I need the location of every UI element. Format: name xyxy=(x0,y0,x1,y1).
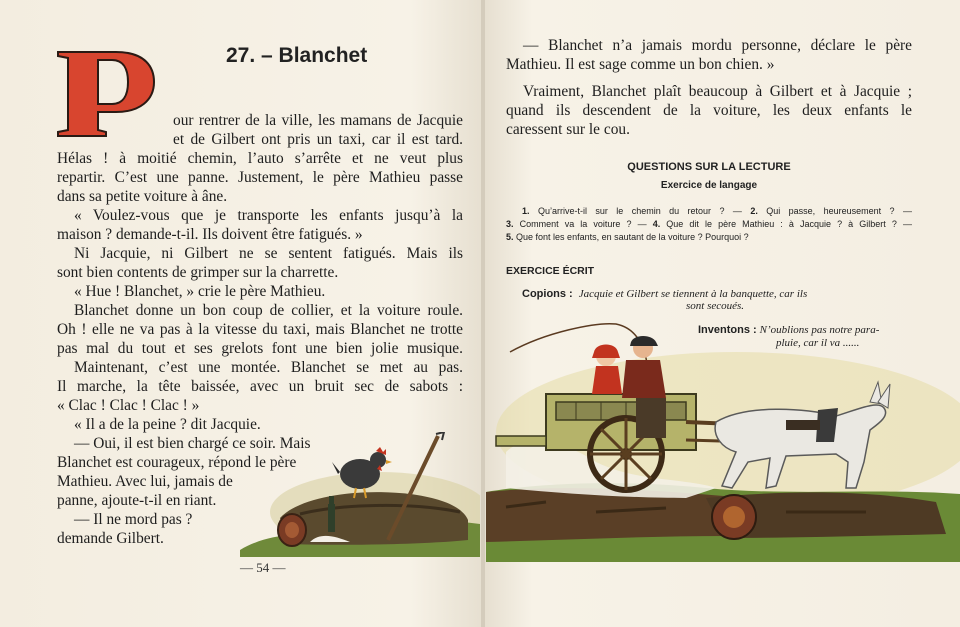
questions-heading: QUESTIONS SUR LA LECTURE xyxy=(627,161,791,173)
text-line: our rentrer de la ville, les mamans de Jacquie xyxy=(173,112,463,129)
inventons-line-2: pluie, car il va ...... xyxy=(776,337,860,349)
text-line: « Hue ! Blanchet, » crie le père Mathieu. xyxy=(74,283,326,300)
page-title: 27. – Blanchet xyxy=(226,44,368,67)
text-line: Blanchet donne un bon coup de collier, et la voiture roule. xyxy=(74,302,463,319)
page-number: — 54 — xyxy=(240,560,286,575)
donkey-cart-illustration xyxy=(486,312,960,562)
text-line: et de Gilbert ont pris un taxi, car il est tard. xyxy=(173,131,463,148)
text-line: Il marche, la tête baissée, avec un bruit sec de sabots : xyxy=(57,378,463,395)
text-line: sont bien contents de grimper sur la charrette. xyxy=(57,264,339,281)
text-line: « Il a de la peine ? dit Jacquie. xyxy=(74,416,261,433)
exercise-heading: Exercice de langage xyxy=(660,180,758,191)
text-line: — Il ne mord pas ? xyxy=(74,511,193,528)
text-line: Hélas ! à moitié chemin, l’auto s’arrête et ne veut plus xyxy=(57,150,463,167)
text-line: demande Gilbert. xyxy=(57,530,164,547)
copions-line: Copions : Jacquie et Gilbert se tiennent à la banquette, car ils xyxy=(522,288,808,300)
text-line: Mathieu. Il est sage comme un bon chien. » xyxy=(506,56,775,73)
text-line: panne, ajoute-t-il en riant. xyxy=(57,492,217,509)
question-line: 1. Qu’arrive-t-il sur le chemin du retour ? — 2. Qui passe, heureusement ? — xyxy=(522,206,912,216)
question-line: 5. Que font les enfants, en sautant de la voiture ? Pourquoi ? xyxy=(506,232,749,242)
question-line: 3. Comment va la voiture ? — 4. Que dit le père Mathieu : à Jacquie ? à Gilbert ? — xyxy=(506,219,912,229)
text-line: — Oui, il est bien chargé ce soir. Mais xyxy=(74,435,311,452)
text-line: Mathieu. Avec lui, jamais de xyxy=(57,473,233,490)
text-line: Ni Jacquie, ni Gilbert ne se sentent fatigués. Mais ils xyxy=(74,245,463,262)
text-line: dans sa petite voiture à âne. xyxy=(57,188,228,205)
inventons-line: Inventons : N’oublions pas notre para- xyxy=(698,324,880,336)
text-line: quand ils descendent de la voiture, les deux enfants le xyxy=(506,102,912,119)
hen-on-log-illustration xyxy=(240,432,480,557)
text-line: maison ? demande-t-il. Ils doivent être fatigués. » xyxy=(57,226,363,243)
text-line: « Voulez-vous que je transporte les enfants jusqu’à la xyxy=(74,207,463,224)
text-line: Vraiment, Blanchet plaît beaucoup à Gilbert et à Jacquie ; xyxy=(523,83,912,100)
text-line: « Clac ! Clac ! Clac ! » xyxy=(57,397,200,414)
written-exercise-heading: EXERCICE ÉCRIT xyxy=(506,265,595,277)
text-line: repartir. C’est une panne. Justement, le père Mathieu passe xyxy=(57,169,463,186)
dropcap-letter xyxy=(54,46,156,138)
text-line: — Blanchet n’a jamais mordu personne, déclare le père xyxy=(523,37,912,54)
text-line: pas mal du tout et ses grelots font une bien jolie musique. xyxy=(57,340,463,357)
text-line: Maintenant, c’est une montée. Blanchet se met au pas. xyxy=(74,359,463,376)
text-line: caressent sur le cou. xyxy=(506,121,630,138)
text-line: Oh ! elle ne va pas à la vitesse du taxi, mais Blanchet ne trotte xyxy=(57,321,463,338)
copions-line-2: sont secoués. xyxy=(686,300,745,312)
text-line: Blanchet est courageux, répond le père xyxy=(57,454,297,471)
